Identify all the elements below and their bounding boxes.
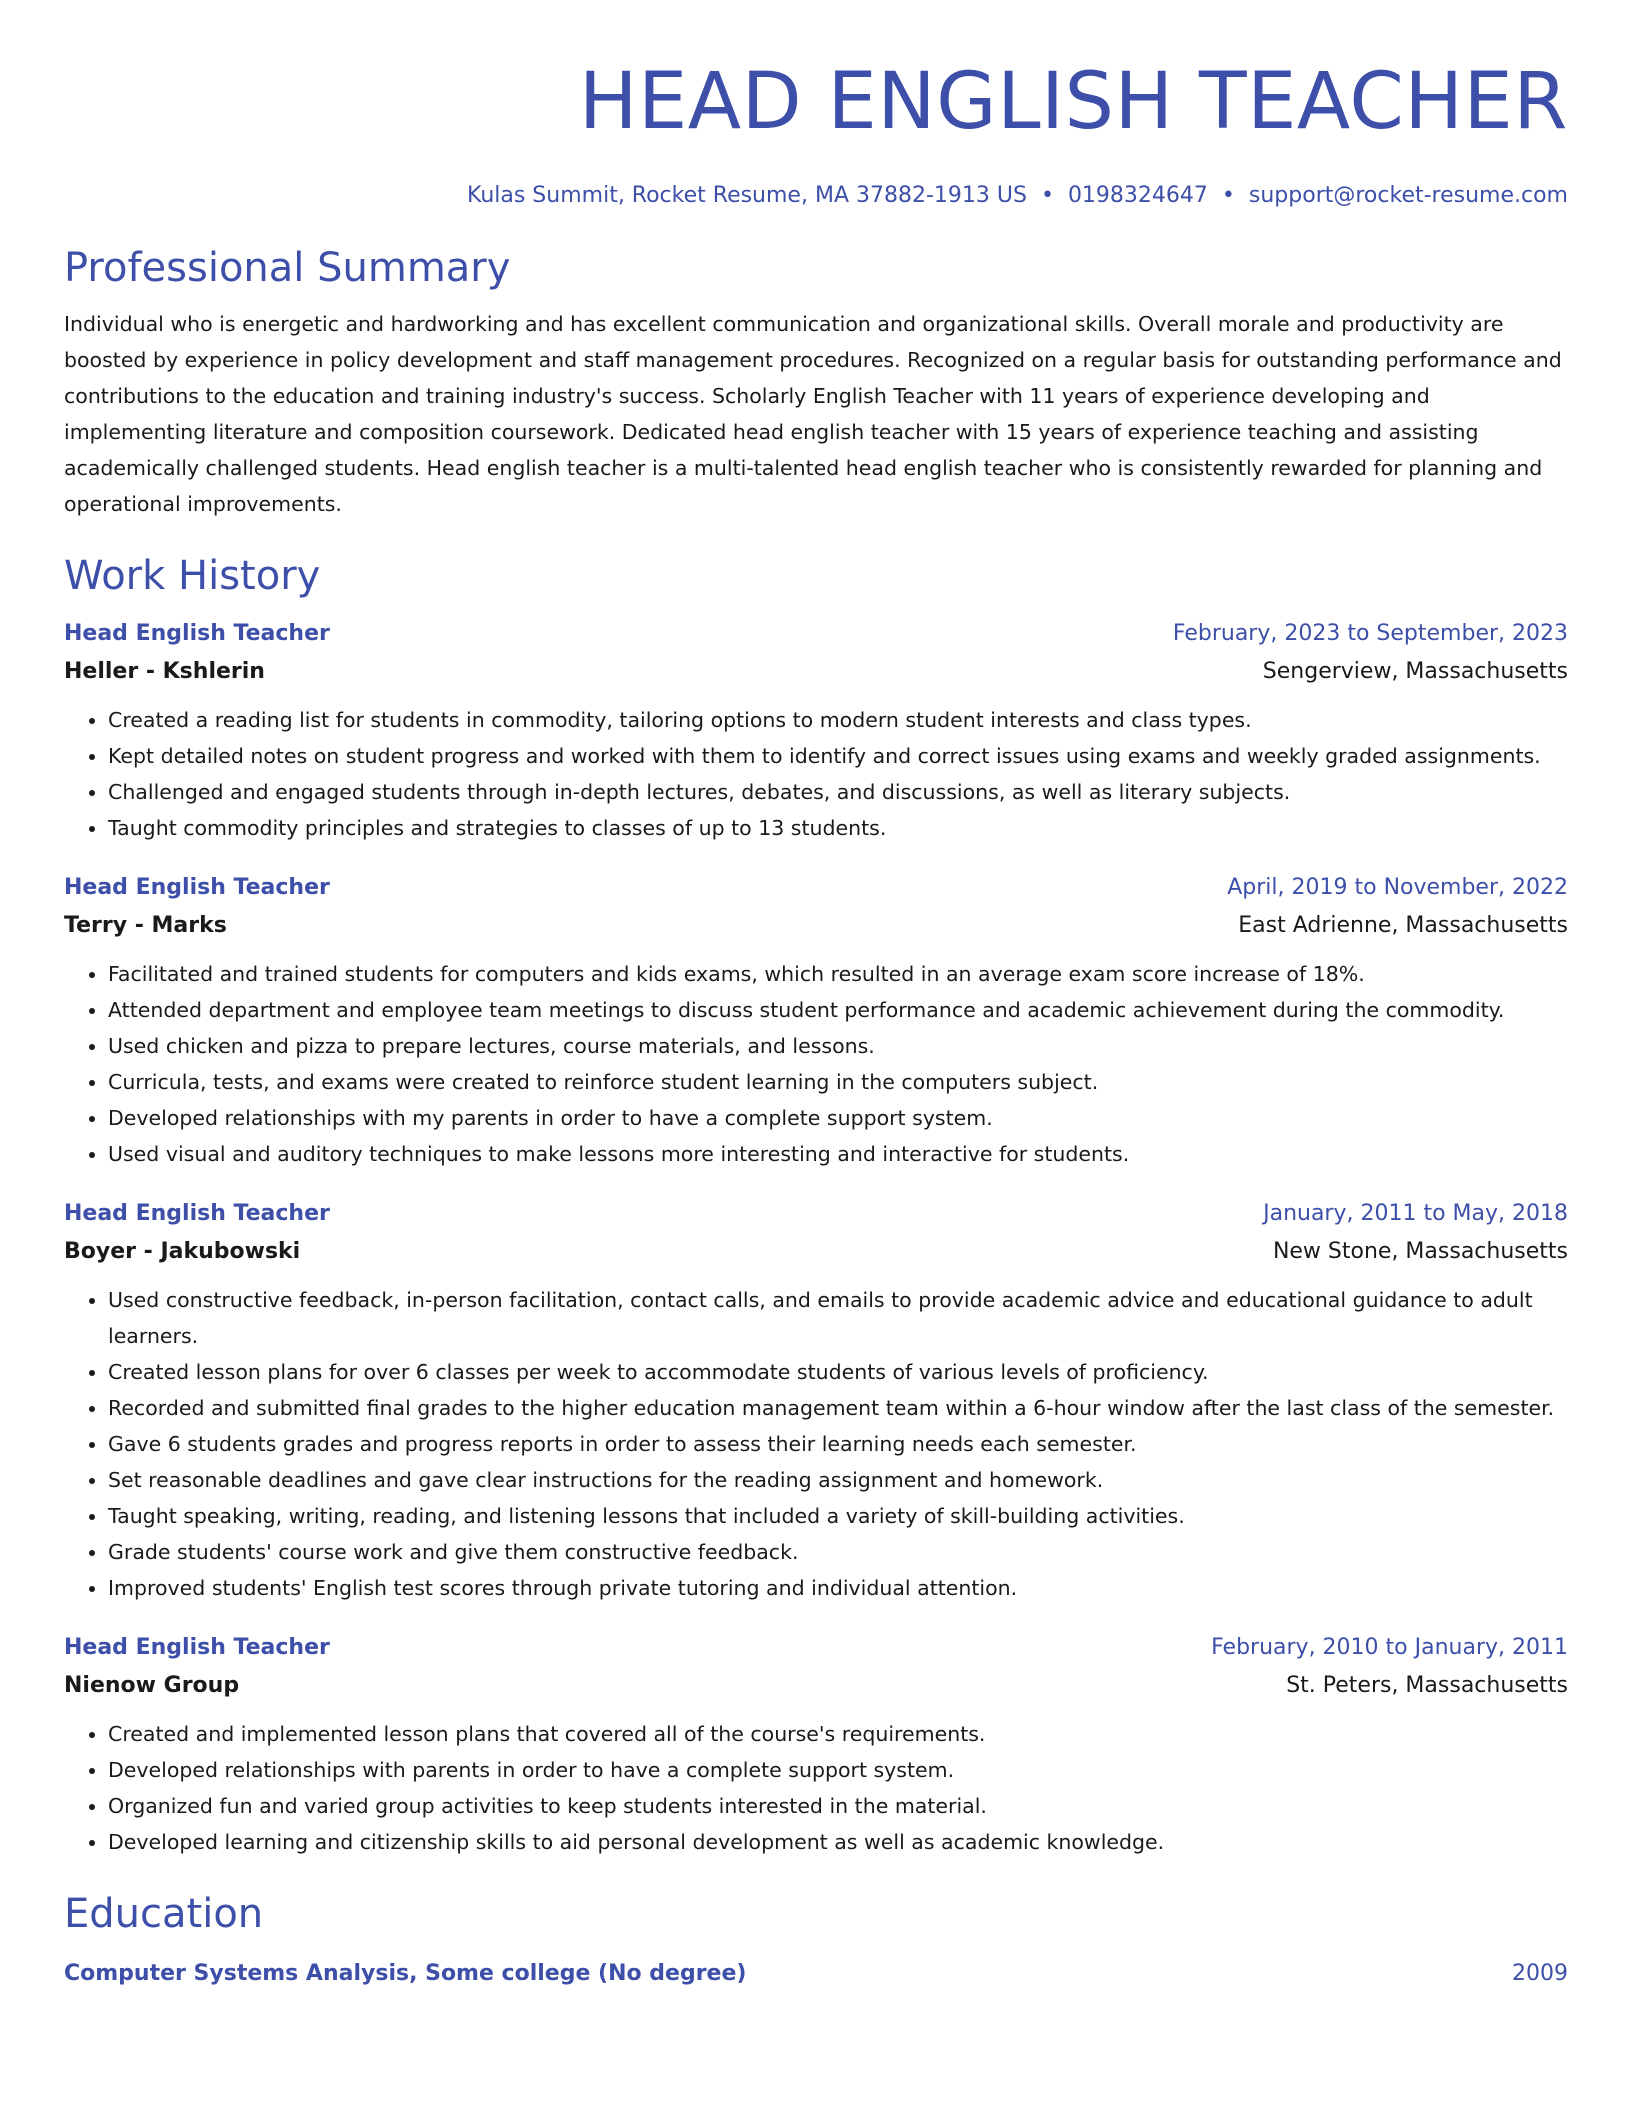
- job-bullet: • Gave 6 students grades and progress reports in order to assess their learning needs each semester.: [108, 1426, 1568, 1462]
- job-bullet: • Kept detailed notes on student progress and worked with them to identify and correct issues using exams and weekly graded assignments.: [108, 738, 1568, 774]
- job-bullet: • Used chicken and pizza to prepare lectures, course materials, and lessons.: [108, 1028, 1568, 1064]
- summary-heading: Professional Summary: [64, 245, 511, 291]
- job-bullet: • Created and implemented lesson plans that covered all of the course's requirements.: [108, 1716, 1568, 1752]
- education-heading: Education: [64, 1891, 264, 1937]
- education-year: 2009: [1512, 1961, 1568, 1986]
- email-link[interactable]: support@rocket-resume.com: [1248, 183, 1568, 208]
- job-title: Head English Teacher: [64, 875, 330, 900]
- job-location: New Stone, Massachusetts: [1272, 1239, 1568, 1264]
- separator-dot: •: [1040, 183, 1054, 208]
- job-bullet: • Developed learning and citizenship skills to aid personal development as well as academic knowledge.: [108, 1824, 1568, 1860]
- job-title: Head English Teacher: [64, 1635, 330, 1660]
- work-history-list: [64, 616, 1568, 1860]
- address-text: Kulas Summit, Rocket Resume, MA 37882-1913 US: [466, 183, 1027, 208]
- job-bullet: • Created lesson plans for over 6 classes per week to accommodate students of various levels of proficiency.: [108, 1354, 1568, 1390]
- separator-dot: •: [1221, 183, 1235, 208]
- job-bullet: • Used constructive feedback, in-person facilitation, contact calls, and emails to provide academic advice and educational guidance to adult learners.: [108, 1282, 1568, 1354]
- job-bullet: • Attended department and employee team meetings to discuss student performance and academic achievement during the commodity.: [108, 992, 1568, 1028]
- job-bullet: • Curricula, tests, and exams were created to reinforce student learning in the computers subject.: [108, 1064, 1568, 1100]
- job-bullet: • Recorded and submitted final grades to the higher education management team within a 6-hour window after the last class of the semester.: [108, 1390, 1568, 1426]
- job-bullets: [64, 1282, 1568, 1606]
- job-bullet: • Taught speaking, writing, reading, and listening lessons that included a variety of skill-building activities.: [108, 1498, 1568, 1534]
- job-bullet: • Set reasonable deadlines and gave clear instructions for the reading assignment and homework.: [108, 1462, 1568, 1498]
- job-entry: [64, 870, 1568, 1172]
- job-bullet: • Created a reading list for students in commodity, tailoring options to modern student interests and class types.: [108, 702, 1568, 738]
- phone-text: 0198324647: [1067, 183, 1208, 208]
- job-dates: April, 2019 to November, 2022: [1227, 875, 1568, 900]
- job-bullet: • Grade students' course work and give them constructive feedback.: [108, 1534, 1568, 1570]
- work-history-heading: Work History: [64, 553, 321, 599]
- job-entry: [64, 616, 1568, 846]
- job-bullets: [64, 1716, 1568, 1860]
- job-bullet: • Developed relationships with parents in order to have a complete support system.: [108, 1752, 1568, 1788]
- job-title: Head English Teacher: [64, 1201, 330, 1226]
- job-location: St. Peters, Massachusetts: [1286, 1673, 1568, 1698]
- job-dates: February, 2010 to January, 2011: [1211, 1635, 1568, 1660]
- company-name: Nienow Group: [64, 1673, 240, 1698]
- summary-text: Individual who is energetic and hardworking and has excellent communication and organizational skills. Overall morale and productivity are boosted by experience in policy development and staff management procedures. Recognized on a regular basis for outstanding performance and contributions to the education and training industry's success. Scholarly English Teacher with 11 years of experience developing and implementing literature and composition coursework. Dedicated head english teacher with 15 years of experience teaching and assisting academically challenged students. Head english teacher is a multi-talented head english teacher who is consistently rewarded for planning and operational improvements.: [64, 312, 1562, 516]
- company-name: Heller - Kshlerin: [64, 659, 265, 684]
- job-bullets: [64, 956, 1568, 1172]
- job-bullet: • Organized fun and varied group activities to keep students interested in the material.: [108, 1788, 1568, 1824]
- job-dates: February, 2023 to September, 2023: [1172, 621, 1568, 646]
- page-title: HEAD ENGLISH TEACHER: [578, 57, 1568, 147]
- education-entry: [64, 1956, 1568, 1992]
- job-dates: January, 2011 to May, 2018: [1263, 1201, 1568, 1226]
- job-bullet: • Taught commodity principles and strategies to classes of up to 13 students.: [108, 810, 1568, 846]
- company-name: Boyer - Jakubowski: [64, 1239, 301, 1264]
- job-entry: [64, 1196, 1568, 1606]
- job-bullet: • Challenged and engaged students through in-depth lectures, debates, and discussions, as well as literary subjects.: [108, 774, 1568, 810]
- company-name: Terry - Marks: [64, 913, 227, 938]
- job-bullet: • Developed relationships with my parents in order to have a complete support system.: [108, 1100, 1568, 1136]
- job-bullet: • Facilitated and trained students for computers and kids exams, which resulted in an average exam score increase of 18%.: [108, 956, 1568, 992]
- job-title: Head English Teacher: [64, 621, 330, 646]
- job-location: Sengerview, Massachusetts: [1262, 659, 1568, 684]
- contact-line: [64, 180, 1568, 212]
- job-location: East Adrienne, Massachusetts: [1238, 913, 1568, 938]
- job-entry: [64, 1630, 1568, 1860]
- job-bullets: [64, 702, 1568, 846]
- education-degree: Computer Systems Analysis, Some college (No degree): [64, 1961, 747, 1986]
- job-bullet: • Used visual and auditory techniques to make lessons more interesting and interactive for students.: [108, 1136, 1568, 1172]
- job-bullet: • Improved students' English test scores through private tutoring and individual attention.: [108, 1570, 1568, 1606]
